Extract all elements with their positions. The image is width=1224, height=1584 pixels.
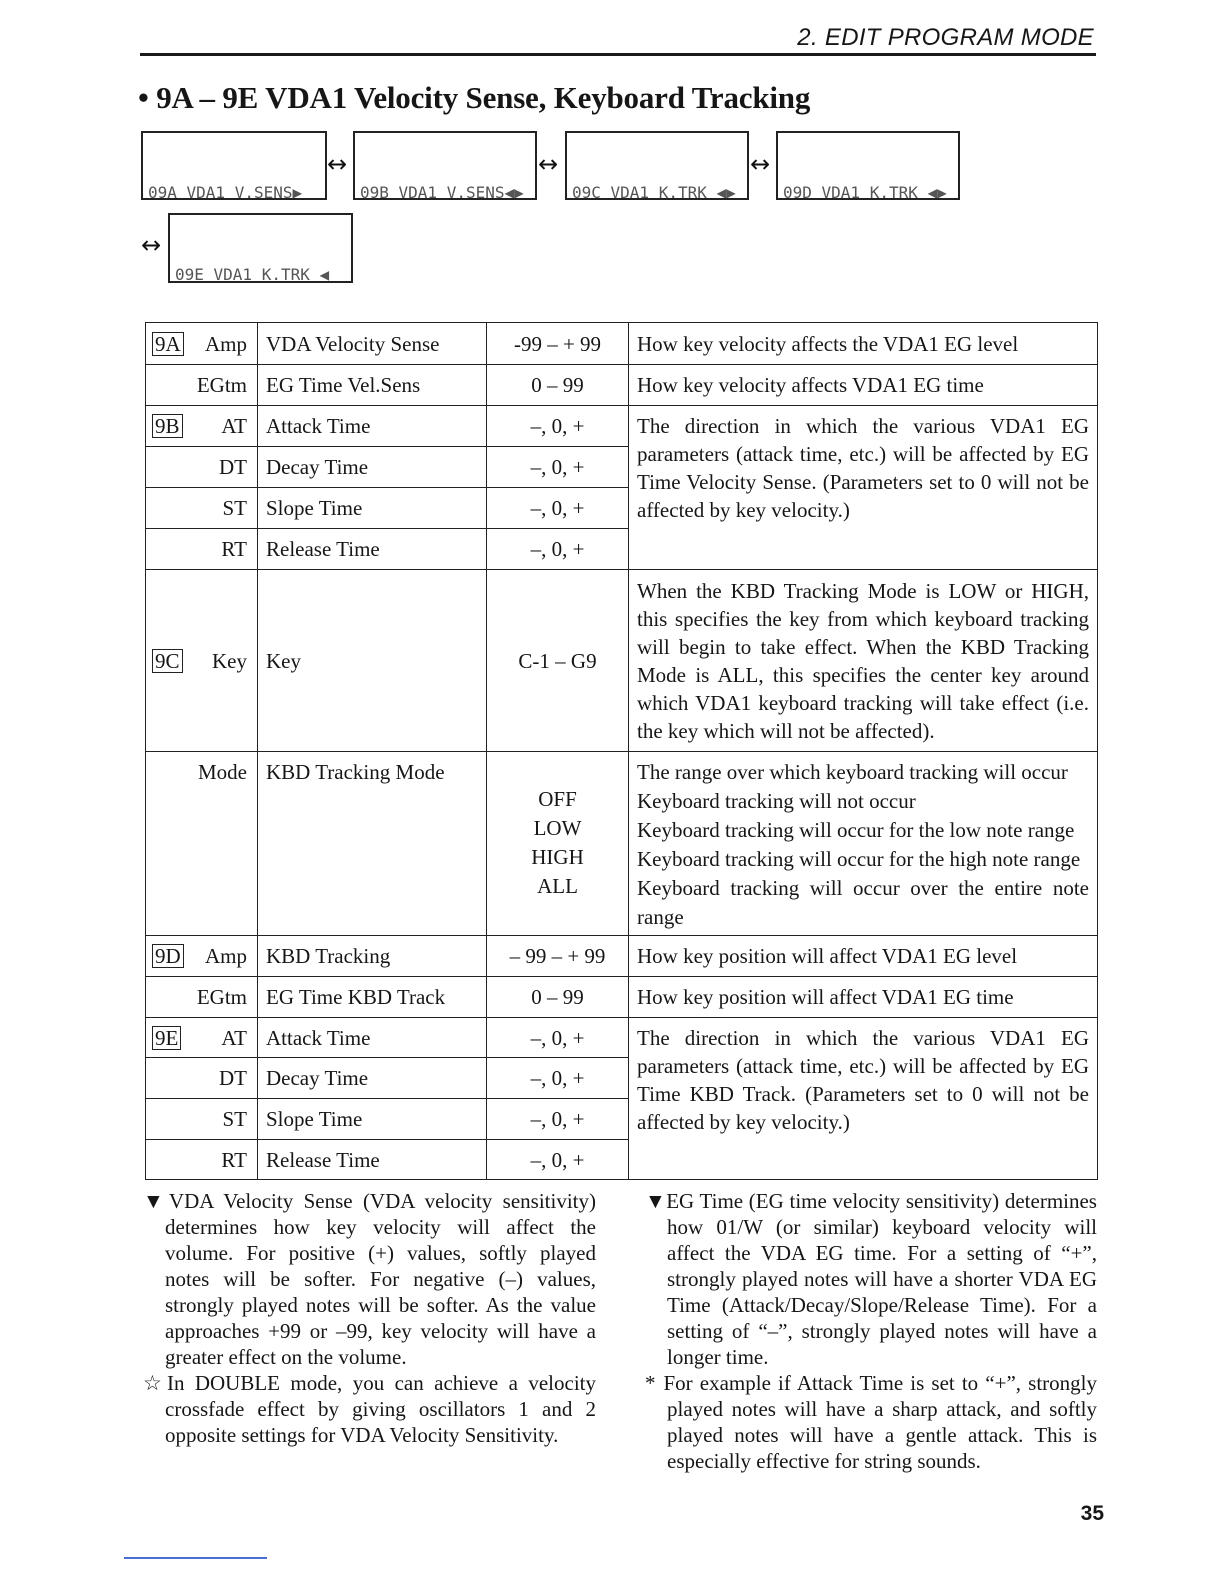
mode-option: OFF [538,787,577,811]
mode-option-desc: Keyboard tracking will occur for the low note range [637,818,1075,842]
note-paragraph [645,1188,1097,1370]
lcd-screen-09d [776,131,960,200]
param-label-cell [146,1018,258,1058]
param-range: –, 0, + [487,447,629,488]
param-tag: 9D [152,944,184,968]
param-range: – 99 – + 99 [487,936,629,977]
param-desc: How key position will affect VDA1 EG time [629,977,1098,1018]
star-bullet-icon: ☆ [143,1371,167,1395]
mode-option: LOW [533,816,582,840]
mode-values-cell [487,752,629,936]
param-name: KBD Tracking Mode [258,752,487,936]
param-name: Attack Time [258,406,487,447]
table-row [146,570,1098,752]
param-desc: When the KBD Tracking Mode is LOW or HIGH, this specifies the key from which keyboard tracking will begin to take effect. When the KBD Tracking Mode is ALL, this specifies the center key around which VDA1 keyboard tracking will take effect (i.e. the key which will not be affected). [629,570,1098,752]
mode-option-desc: Keyboard tracking will occur for the high note range [637,847,1081,871]
param-desc: The direction in which the various VDA1 EG parameters (attack time, etc.) will be affected by EG Time Velocity Sense. (Parameters set to 0 will not be affected by key velocity.) [629,406,1098,570]
param-label: Amp [205,331,247,356]
asterisk-bullet-icon: * [645,1371,656,1395]
param-desc: The direction in which the various VDA1 EG parameters (attack time, etc.) will be affected by EG Time KBD Track. (Parameters set to 0 will not be affected by key velocity.) [629,1018,1098,1180]
param-name: Decay Time [258,1058,487,1099]
lcd-screen-09e [168,213,353,283]
param-name: VDA Velocity Sense [258,323,487,365]
double-arrow-icon: ↔ [750,150,771,178]
mode-option: HIGH [531,845,584,869]
param-desc: How key velocity affects VDA1 EG time [629,365,1098,406]
lcd-line: 09A VDA1 V.SENS▶ [148,183,303,200]
param-range: –, 0, + [487,529,629,570]
param-label: Key [212,648,247,673]
lcd-screen-09b [353,131,537,200]
lcd-line: 09E VDA1 K.TRK ◀ [175,265,330,283]
param-label: AT [221,1025,247,1050]
param-name: KBD Tracking [258,936,487,977]
mode-option: ALL [537,874,578,898]
param-range: 0 – 99 [487,365,629,406]
footer-link-underline [124,1557,267,1559]
table-row [146,406,1098,447]
param-name: Attack Time [258,1018,487,1058]
table-row [146,752,1098,936]
lcd-line: 09B VDA1 V.SENS◀▶ [360,183,524,200]
parameter-table [145,322,1098,1180]
param-tag: 9A [152,332,184,356]
param-desc: How key position will affect VDA1 EG level [629,936,1098,977]
note-paragraph [143,1188,596,1370]
param-name: Key [258,570,487,752]
notes-right-column [645,1188,1097,1474]
param-tag: 9E [152,1026,181,1050]
param-label: ST [146,488,258,529]
param-name: Slope Time [258,1099,487,1140]
param-label-cell [146,323,258,365]
triangle-bullet-icon: ▼ [645,1189,667,1213]
param-name: EG Time KBD Track [258,977,487,1018]
param-name: Release Time [258,1140,487,1180]
table-row [146,323,1098,365]
table-row [146,365,1098,406]
param-tag: 9C [152,649,183,673]
param-name: Release Time [258,529,487,570]
note-text: In DOUBLE mode, you can achieve a velocity crossfade effect by giving oscillators 1 and 2 opposite settings for VDA Velocity Sensitivity. [165,1371,596,1447]
note-paragraph [143,1370,596,1448]
param-label: ST [146,1099,258,1140]
param-label: DT [146,1058,258,1099]
table-row [146,936,1098,977]
param-name: Decay Time [258,447,487,488]
notes-left-column [143,1188,596,1448]
mode-option-desc: Keyboard tracking will not occur [637,789,916,813]
table-row [146,1018,1098,1058]
param-range: 0 – 99 [487,977,629,1018]
note-text: EG Time (EG time velocity sensitivity) determines how 01/W (or similar) keyboard velocity will affect the VDA EG time. For a setting of “+”, strongly played notes will have a shorter VDA EG Time (Attack/Decay/Slope/Release Time). For a setting of “–”, strongly played notes will have a longer time. [666,1189,1097,1369]
section-title: • 9A – 9E VDA1 Velocity Sense, Keyboard Tracking [138,80,811,115]
param-label-cell [146,406,258,447]
param-label: EGtm [146,365,258,406]
param-label: AT [221,414,247,438]
param-label: EGtm [146,977,258,1018]
param-range: –, 0, + [487,1099,629,1140]
param-name: Slope Time [258,488,487,529]
param-label: Mode [146,752,258,936]
page-number: 35 [1080,1502,1104,1525]
note-text: For example if Attack Time is set to “+”, strongly played notes will have a sharp attack, and softly played notes will have a gentle attack. This is especially effective for string sounds. [663,1371,1097,1473]
param-range: –, 0, + [487,1018,629,1058]
mode-desc-cell [629,752,1098,936]
lcd-line: 09D VDA1 K.TRK ◀▶ [783,183,947,200]
param-range: –, 0, + [487,1058,629,1099]
param-tag: 9B [152,414,183,438]
param-label: RT [146,529,258,570]
param-range: –, 0, + [487,406,629,447]
param-name: EG Time Vel.Sens [258,365,487,406]
param-range: -99 – + 99 [487,323,629,365]
table-row [146,977,1098,1018]
mode-option-desc: Keyboard tracking will occur over the entire note range [637,876,1089,929]
header-rule [140,53,1096,56]
double-arrow-icon: ↔ [141,231,162,259]
lcd-screen-09a [141,131,327,200]
param-desc: How key velocity affects the VDA1 EG level [629,323,1098,365]
param-label: RT [146,1140,258,1180]
param-label: DT [146,447,258,488]
param-range: C-1 – G9 [487,570,629,752]
param-label-cell [146,570,258,752]
param-label-cell [146,936,258,977]
lcd-screen-09c [565,131,749,200]
param-desc: The range over which keyboard tracking will occur [637,760,1068,784]
note-paragraph [645,1370,1097,1474]
double-arrow-icon: ↔ [327,150,348,178]
param-range: –, 0, + [487,488,629,529]
lcd-line: 09C VDA1 K.TRK ◀▶ [572,183,736,200]
note-text: VDA Velocity Sense (VDA velocity sensitivity) determines how key velocity will affect the volume. For positive (+) values, softly played notes will be softer. For negative (–) values, strongly played notes will be softer. As the value approaches +99 or –99, key velocity will have a greater effect on the volume. [165,1189,596,1369]
chapter-header: 2. EDIT PROGRAM MODE [797,24,1094,51]
param-label: Amp [205,944,247,968]
double-arrow-icon: ↔ [538,150,559,178]
param-range: –, 0, + [487,1140,629,1180]
triangle-bullet-icon: ▼ [143,1189,169,1213]
